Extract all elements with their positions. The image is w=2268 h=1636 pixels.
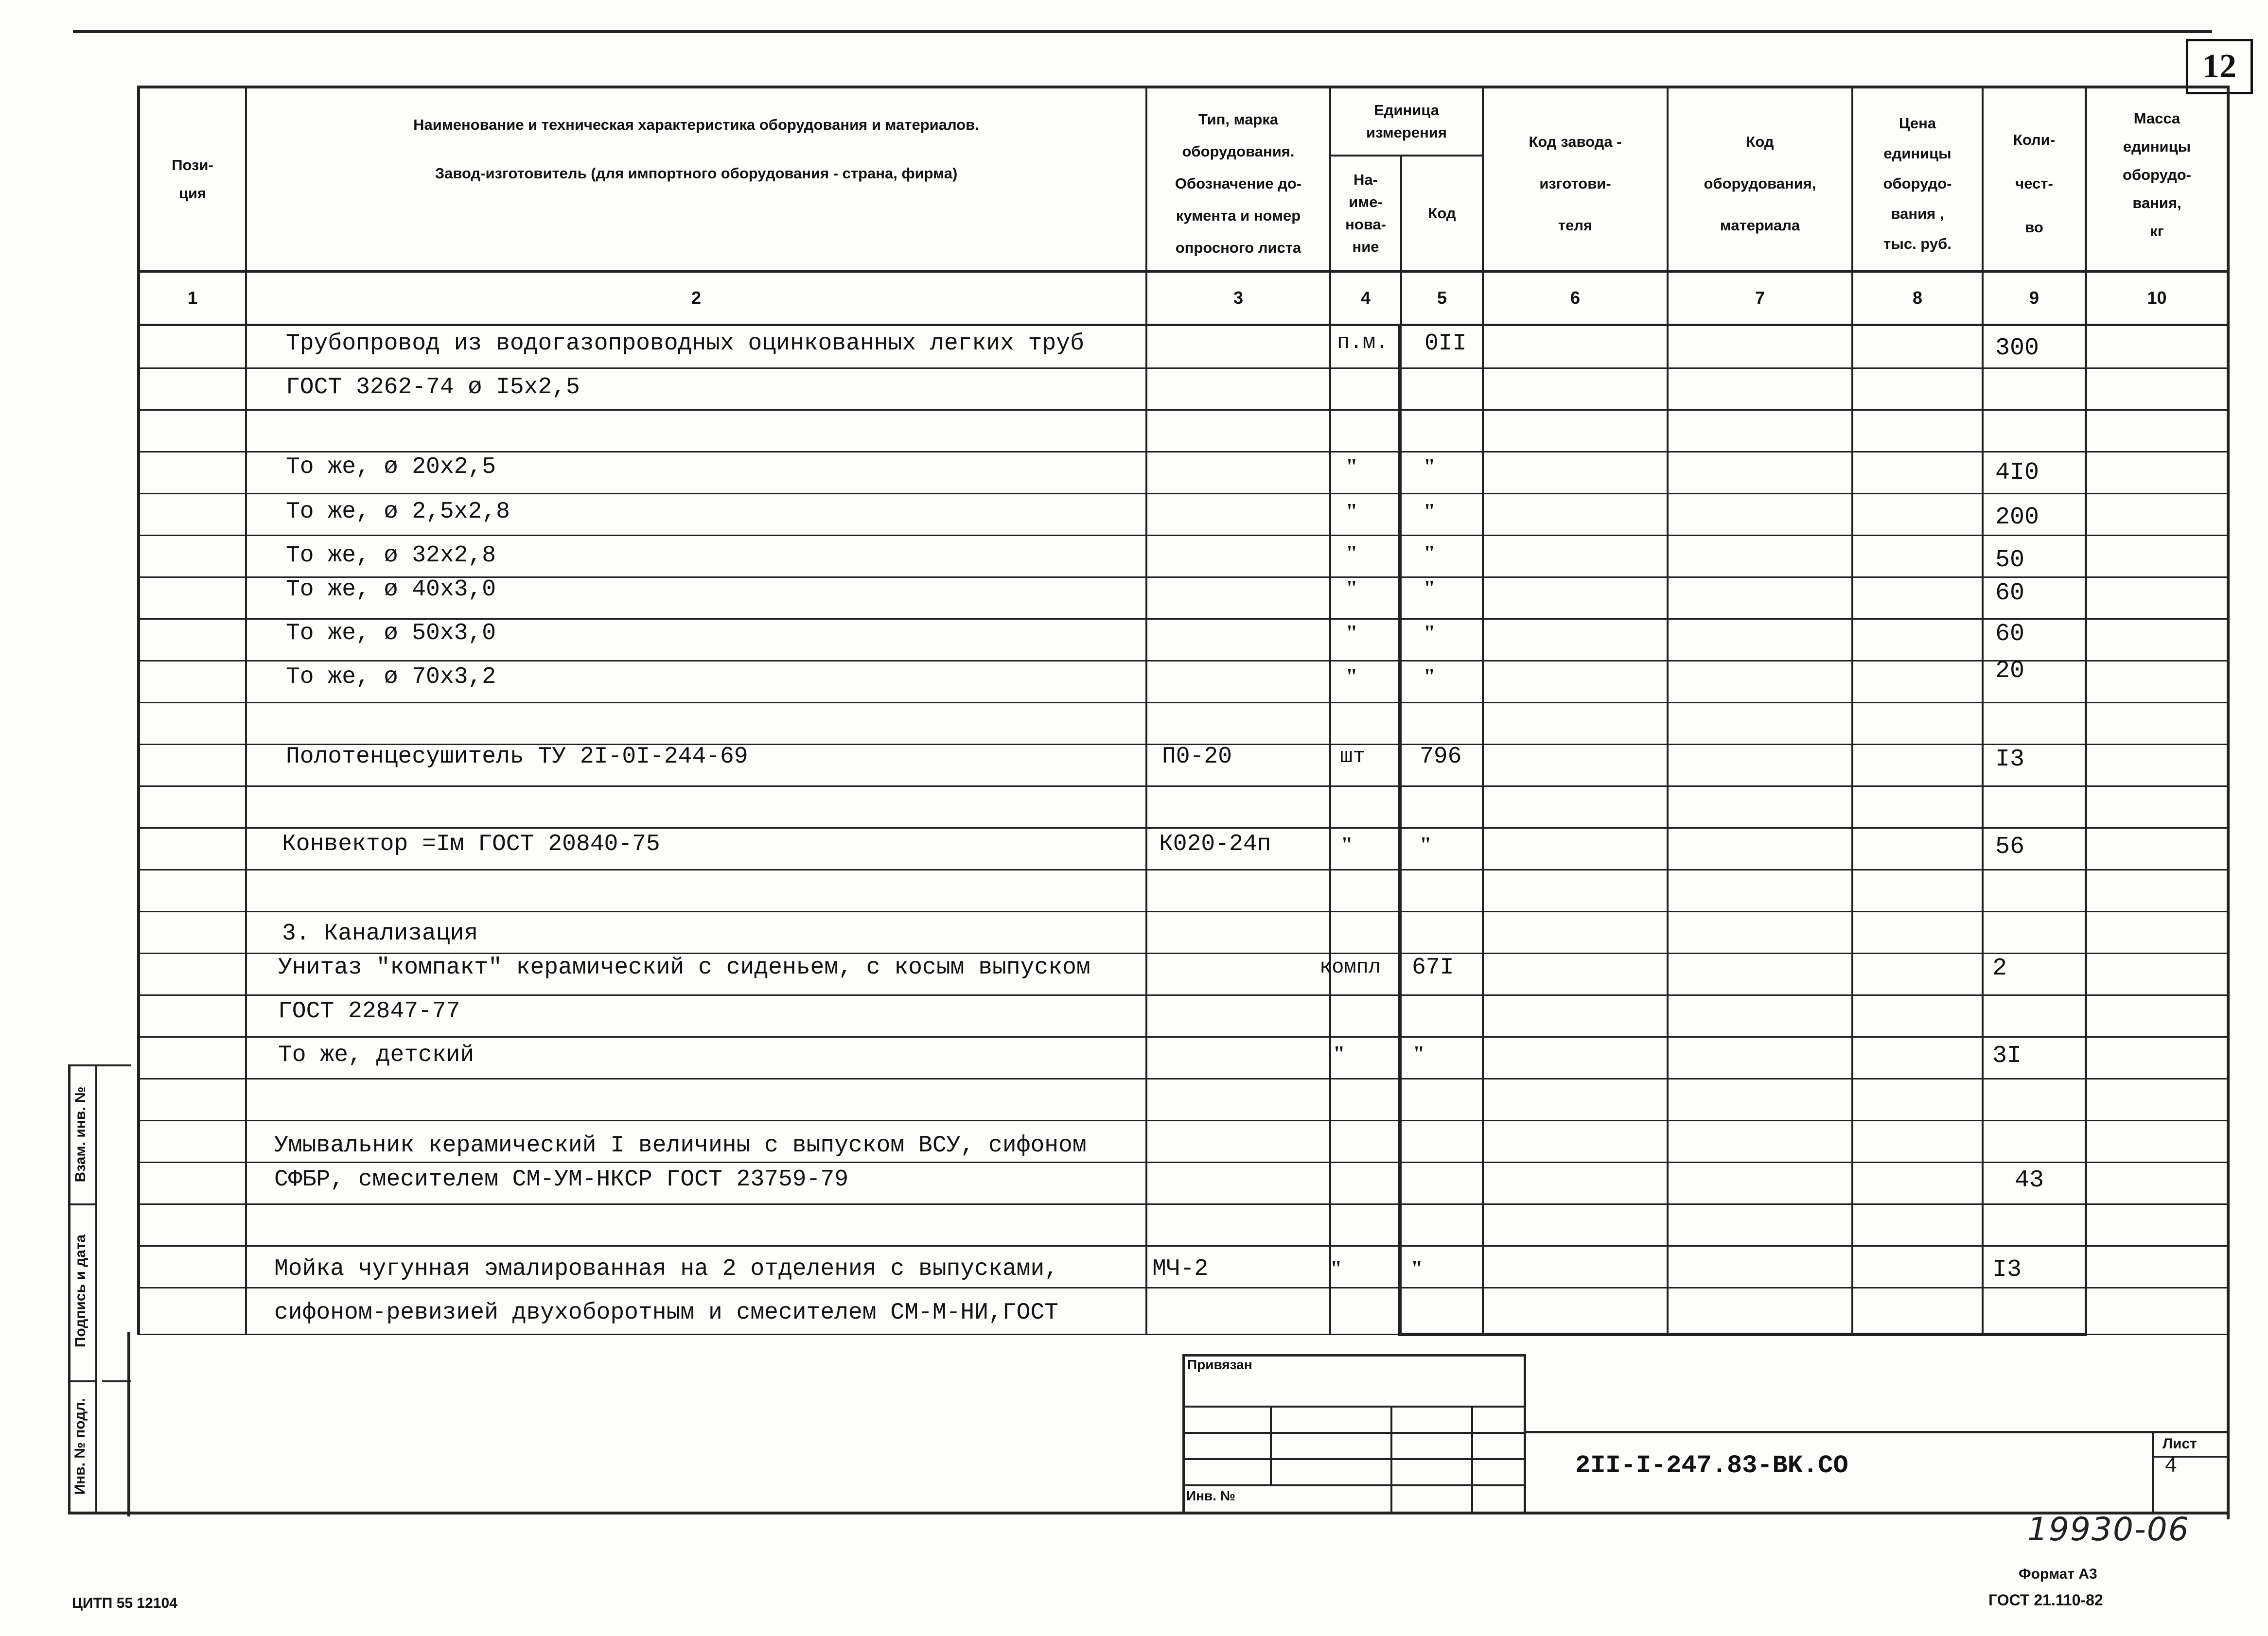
- row-code: ": [1424, 454, 1436, 478]
- document-code: 2II-I-247.83-BK.CO: [1575, 1451, 1848, 1480]
- row-qty: 43: [2015, 1166, 2044, 1194]
- row-qty: 20: [1995, 657, 2025, 685]
- row-unit: компл: [1319, 956, 1381, 979]
- row-unit: ": [1346, 541, 1358, 565]
- row-unit: ": [1346, 499, 1358, 523]
- row-unit: ": [1346, 664, 1358, 688]
- row-code: 796: [1420, 744, 1462, 770]
- row-desc: Умывальник керамический I величины с выпуском ВСУ, сифоном: [274, 1132, 1087, 1159]
- header-col1: Пози- ция: [172, 157, 213, 202]
- row-desc: Унитаз "компакт" керамический с сиденьем, с косым выпуском: [278, 955, 1090, 981]
- row-type: П0-20: [1162, 744, 1232, 770]
- top-border-line: [73, 30, 2212, 33]
- row-desc: СФБР, смесителем СМ-УМ-НКСР ГОСТ 23759-79: [274, 1166, 848, 1193]
- col-number-10: 10: [2147, 288, 2167, 308]
- row-unit: ": [1346, 454, 1358, 478]
- row-unit: ": [1346, 576, 1358, 600]
- sheet-number: 4: [2164, 1454, 2178, 1479]
- col-number-7: 7: [1755, 288, 1765, 308]
- row-desc: То же, детский: [278, 1042, 475, 1068]
- row-desc: То же, ø 40x3,0: [286, 576, 496, 603]
- row-code: ": [1411, 1256, 1423, 1280]
- row-desc: ГОСТ 3262-74 ø I5x2,5: [286, 374, 580, 400]
- col-number-3: 3: [1233, 288, 1244, 308]
- row-unit: ": [1330, 1256, 1342, 1280]
- handwritten-number: 19930-06: [2027, 1511, 2190, 1548]
- row-qty: I3: [1995, 746, 2025, 773]
- stamp-podpis-data: Подпись и дата: [72, 1234, 88, 1348]
- row-code: ": [1424, 541, 1436, 565]
- header-col5: Код: [1428, 205, 1456, 222]
- sheet-label: Лист: [2163, 1436, 2197, 1452]
- row-type: МЧ-2: [1152, 1256, 1209, 1282]
- row-code: ": [1424, 664, 1436, 688]
- row-qty: 56: [1995, 833, 2025, 861]
- row-unit: ": [1346, 621, 1358, 644]
- header-col45: Единица измерения: [1366, 102, 1447, 141]
- row-unit: п.м.: [1337, 331, 1389, 355]
- row-qty: 300: [1995, 334, 2039, 362]
- row-code: ": [1413, 1042, 1425, 1065]
- col-number-1: 1: [187, 288, 198, 308]
- row-code: 67I: [1412, 955, 1454, 981]
- row-desc: То же, ø 2,5x2,8: [286, 499, 510, 525]
- row-desc: Трубопровод из водогазопроводных оцинкованных легких труб: [286, 331, 1084, 357]
- row-qty: 60: [1995, 579, 2025, 607]
- col-number-8: 8: [1912, 288, 1923, 308]
- col-number-2: 2: [691, 288, 702, 308]
- corner-number: 12: [2202, 48, 2236, 85]
- row-unit: ": [1341, 833, 1353, 856]
- row-code: ": [1424, 621, 1436, 644]
- row-code: ": [1420, 833, 1432, 856]
- row-desc: То же, ø 20x2,5: [286, 454, 496, 480]
- row-unit: шт: [1340, 745, 1366, 769]
- row-qty: 50: [1995, 546, 2025, 574]
- row-desc: ГОСТ 22847-77: [278, 998, 460, 1025]
- stamp-vzam-inv: Взам. инв. №: [72, 1086, 88, 1183]
- header-col3: Тип, марка оборудования. Обозначение до- кумента и номер опросного листа: [1175, 111, 1302, 256]
- row-desc: Мойка чугунная эмалированная на 2 отделения с выпусками,: [274, 1256, 1059, 1282]
- section-title: 3. Канализация: [282, 921, 478, 947]
- header-col9: Коли- чест- во: [2013, 131, 2056, 236]
- header-col4: На- име- нова- ние: [1345, 171, 1386, 255]
- row-desc: То же, ø 50x3,0: [286, 620, 496, 646]
- row-desc: Конвектор =Iм ГОСТ 20840-75: [282, 831, 660, 857]
- row-qty: 4I0: [1995, 459, 2039, 487]
- header-col7: Код оборудования, материала: [1704, 133, 1816, 234]
- row-desc: Полотенцесушитель ТУ 2I-0I-244-69: [286, 744, 748, 770]
- row-unit: ": [1333, 1042, 1345, 1065]
- col-number-5: 5: [1437, 288, 1447, 308]
- row-desc: То же, ø 32x2,8: [286, 542, 496, 569]
- header-col10: Масса единицы оборудо- вания, кг: [2123, 110, 2191, 240]
- col-number-6: 6: [1570, 288, 1581, 308]
- stamp-inv-podl: Инв. № подл.: [72, 1398, 88, 1495]
- row-qty: I3: [1992, 1256, 2022, 1284]
- header-col6: Код завода - изготови- теля: [1529, 133, 1622, 234]
- row-qty: 2: [1992, 955, 2007, 982]
- row-qty: 200: [1995, 504, 2039, 531]
- row-code: 0II: [1424, 331, 1467, 357]
- header-col8: Цена единицы оборудо- вания , тыс. руб.: [1883, 115, 1952, 252]
- col-number-4: 4: [1360, 288, 1371, 308]
- row-qty: 3I: [1992, 1042, 2022, 1070]
- row-desc: сифоном-ревизией двухоборотным и смесителем СМ-М-НИ,ГОСТ: [274, 1300, 1059, 1326]
- gost-label: ГОСТ 21.110-82: [1988, 1591, 2103, 1609]
- row-code: ": [1424, 576, 1436, 600]
- row-type: К020-24п: [1159, 831, 1271, 857]
- row-code: ": [1424, 499, 1436, 523]
- inv-no-label: Инв. №: [1186, 1488, 1236, 1503]
- row-qty: 60: [1995, 620, 2025, 648]
- row-desc: То же, ø 70x3,2: [286, 664, 496, 690]
- col-number-9: 9: [2029, 288, 2039, 308]
- tsitp-label: ЦИТП 55 12104: [72, 1595, 177, 1611]
- format-label: Формат А3: [2019, 1566, 2097, 1582]
- header-col2: Наименование и техническая характеристика оборудования и материалов. Завод-изготовитель (для импортного оборудования - страна, фирма): [413, 116, 979, 182]
- privyazan-label: Привязан: [1187, 1357, 1252, 1372]
